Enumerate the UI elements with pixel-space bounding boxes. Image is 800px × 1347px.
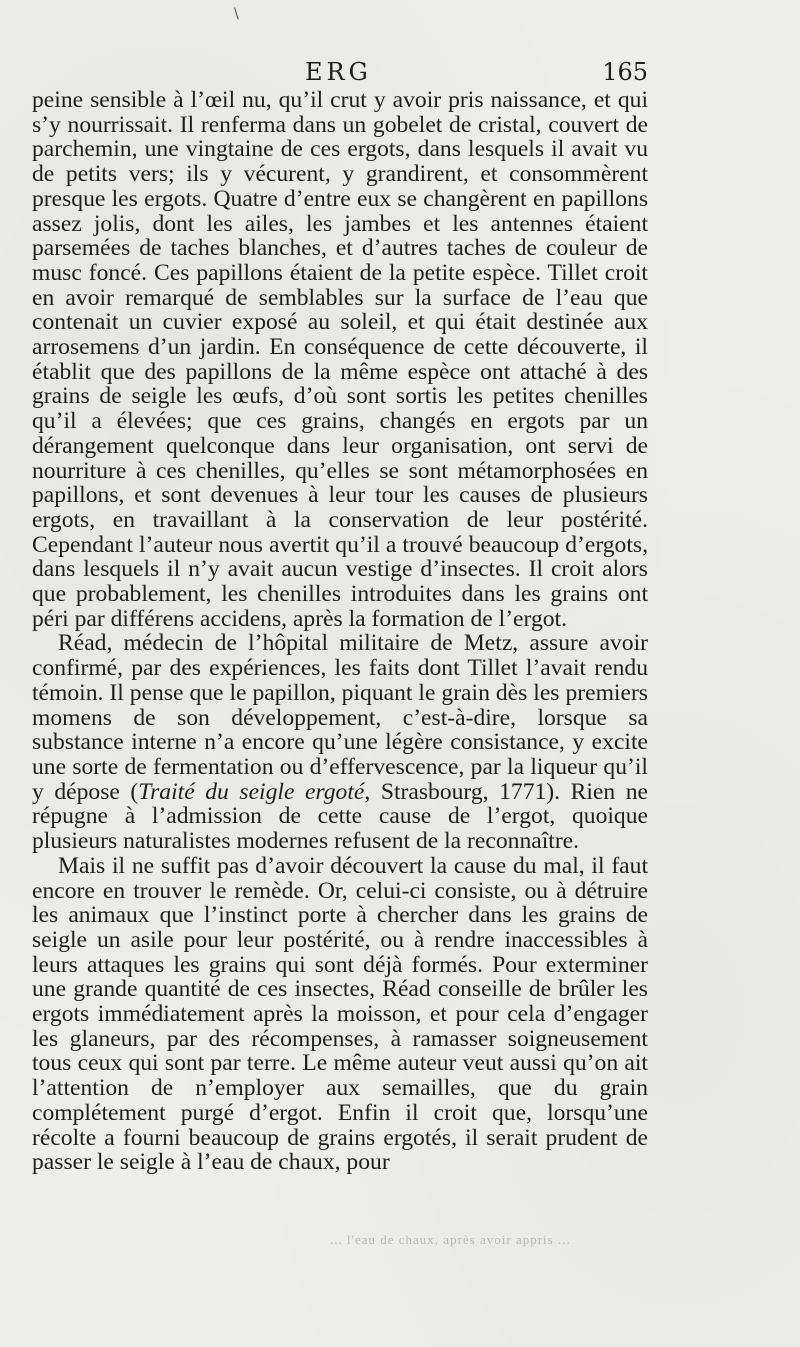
bleed-through-text: ... l'eau de chaux, après avoir appris ...: [330, 1232, 571, 1247]
paragraph-2: [32, 631, 648, 853]
margin-mark: \: [234, 6, 239, 22]
paragraph-3: Mais il ne suffit pas d’avoir découvert la cause du mal, il faut encore en trouver le remède. Or, celui-ci consiste, ou à détruire les animaux que l’instinct porte à chercher dans les grains de seigle un asile pour leur postérité, ou à rendre inaccessibles à leurs attaques les grains qui sont déjà formés. Pour exterminer une grande quantité de ces insectes, Réad conseille de brûler les ergots immédiatement après la moisson, et pour cela d’engager les glaneurs, par des récompenses, à ramasser soigneusement tous ceux qui sont par terre. Le même auteur veut aussi qu’on ait l’attention de n’employer aux semailles, que du grain complétement purgé d’ergot. Enfin il croit que, lorsqu’une récolte a fourni beaucoup de grains ergotés, il serait prudent de passer le seigle à l’eau de chaux, pour: [32, 852, 648, 1176]
paragraph-1: peine sensible à l’œil nu, qu’il crut y avoir pris naissance, et qui s’y nourrissait. Il renferma dans un gobelet de cristal, couvert de parchemin, une vingtaine de ces ergots, dans lesquels il avait vu de petits vers; ils y vécurent, y grandirent, et consommèrent presque les ergots. Quatre d’entre eux se changèrent en papillons assez jolis, dont les ailes, les jambes et les antennes étaient parsemées de taches blanches, et d’autres taches de couleur de musc foncé. Ces papillons étaient de la petite espèce. Tillet croit en avoir remarqué de semblables sur la surface de l’eau que contenait un cuvier exposé au soleil, et qui était destinée aux arrosemens d’un jardin. En conséquence de cette découverte, il établit que des papillons de la même espèce ont attaché à des grains de seigle les œufs, d’où sont sortis les petites chenilles qu’il a élevées; que ces grains, changés en ergots par un dérangement quelconque dans leur organisation, ont servi de nourriture à ces chenilles, qu’elles se sont métamorphosées en papillons, et sont devenues à leur tour les causes de plusieurs ergots, en travaillant à la conservation de leur postérité. Cependant l’auteur nous avertit qu’il a trouvé beaucoup d’ergots, dans lesquels il n’y avait aucun vestige d’insectes. Il croit alors que probablement, les chenilles introduites dans les grains ont péri par différens accidens, après la formation de l’ergot.: [32, 87, 648, 632]
paragraph-2-end: , Strasbourg, 1771). Rien ne répugne à l’admission de cette cause de l’ergot, quoique plusieurs naturalistes modernes refusent de la reconnaître.: [32, 778, 649, 855]
citation-title: Traité du seigle ergoté: [138, 778, 365, 805]
page-header: [32, 58, 648, 88]
body-text: [32, 88, 648, 1175]
paragraph-2-text: Réad, médecin de l’hôpital militaire de Metz, assure avoir confirmé, par des expériences, les faits dont Tillet l’avait rendu témoin. Il pense que le papillon, piquant le grain dès les premiers momens de son développement, c’est-à-dire, lorsque sa substance interne n’a encore qu’une légère consistance, y excite une sorte de fermentation ou d’effervescence, par la liqueur qu’il y dépose (: [32, 630, 648, 805]
running-head: ERG: [305, 58, 372, 86]
page-number: 165: [602, 58, 648, 86]
